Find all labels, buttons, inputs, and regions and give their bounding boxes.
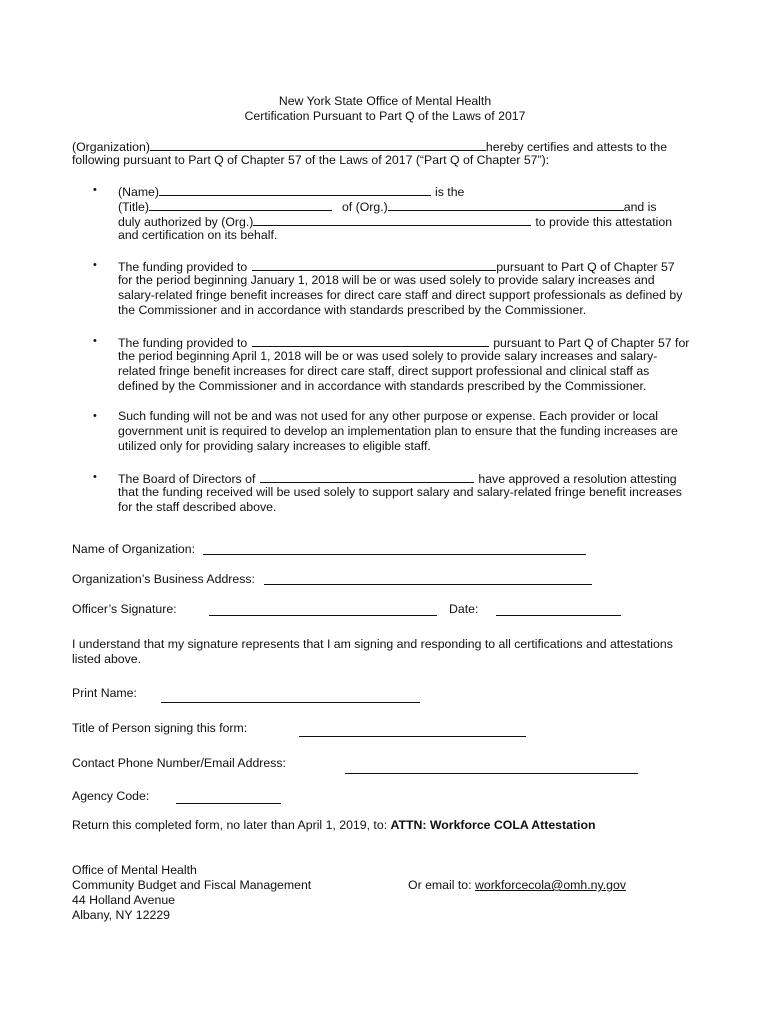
return-line [72,818,595,833]
b5-line3: for the staff described above. [118,500,277,514]
of-org-label: of (Org.) [341,200,388,214]
title-label: (Title) [118,200,149,214]
email-link[interactable]: workforcecola@omh.ny.gov [474,878,626,892]
bullet-4: • [93,410,97,422]
approved-text: have approved a resolution attesting [478,472,677,486]
intro-line2: following pursuant to Part Q of Chapter 57 of the Laws of 2017 (“Part Q of Chapter 57”): [72,153,550,167]
board-label: The Board of Directors of [118,472,256,486]
address-line1: Office of Mental Health [72,863,197,877]
org-name-field[interactable] [203,554,586,555]
understand-line1: I understand that my signature represents that I am signing and responding to all certifications and attestations [72,637,673,651]
date-field[interactable] [496,615,621,616]
name-label: (Name) [118,185,159,199]
b1-line4: and certification on its behalf. [118,228,278,242]
title-blank[interactable] [149,198,332,211]
return-text: Return this completed form, no later than April 1, 2019, to: [72,818,388,832]
return-attn: ATTN: Workforce COLA Attestation [390,818,596,832]
org-name-label: Name of Organization: [72,542,196,556]
b4-line3: utilized only for providing salary increases to eligible staff. [118,439,431,453]
agency-code-label: Agency Code: [72,789,150,803]
contact-label: Contact Phone Number/Email Address: [72,756,286,770]
name-blank[interactable] [159,183,431,196]
and-is-text: and is [623,200,657,214]
address-line3: 44 Holland Avenue [72,893,176,907]
funding-provided-label: The funding provided to [118,260,248,274]
organization-label: (Organization) [72,140,150,154]
agency-code-field[interactable] [176,803,281,804]
b3-line2: the period beginning April 1, 2018 will be or was used solely to provide salary increases and salary- [118,349,658,363]
form-title-line1: New York State Office of Mental Health [278,94,492,108]
bullet-2: • [93,259,97,271]
duly-authorized-label: duly authorized by (Org.) [118,215,254,229]
pursuant-text-2: pursuant to Part Q of Chapter 57 for [493,336,690,350]
b2-line3: salary-related fringe benefit increases for direct care staff and direct support professionals as defined by [118,288,683,302]
b3-line4: defined by the Commissioner and in accordance with standards prescribed by the Commissioner. [118,379,647,393]
bullet-1: • [93,184,97,196]
certifies-text: hereby certifies and attests to the [485,140,668,154]
b4-line1: Such funding will not be and was not used for any other purpose or expense. Each provider or local [118,409,659,423]
understand-line2: listed above. [72,652,142,666]
funding-jan-blank[interactable] [252,258,496,271]
is-the-text: is the [435,185,465,199]
funding-apr-blank[interactable] [252,334,489,347]
bullet-5: • [93,471,97,483]
org-blank[interactable] [388,198,624,211]
business-address-field[interactable] [264,584,592,585]
b2-line4: the Commissioner and in accordance with standards prescribed by the Commissioner. [118,303,587,317]
b5-line2: that the funding received will be used solely to support salary and salary-related fringe benefit increases [118,485,682,499]
form-title-line2: Certification Pursuant to Part Q of the Laws of 2017 [244,109,526,123]
print-name-field[interactable] [161,702,420,703]
officer-signature-label: Officer’s Signature: [72,602,177,616]
funding-provided-label-2: The funding provided to [118,336,248,350]
address-line4: Albany, NY 12229 [72,908,170,922]
to-provide-text: to provide this attestation [535,215,673,229]
email-line [408,878,626,893]
pursuant-text: pursuant to Part Q of Chapter 57 [496,260,675,274]
officer-signature-field[interactable] [209,615,437,616]
date-label: Date: [449,602,479,616]
print-name-label: Print Name: [72,686,137,700]
bullet-3: • [93,335,97,347]
organization-blank[interactable] [150,138,486,151]
title-person-label: Title of Person signing this form: [72,721,248,735]
board-blank[interactable] [260,470,474,483]
business-address-label: Organization’s Business Address: [72,572,255,586]
title-person-field[interactable] [299,736,526,737]
b3-line3: related fringe benefit increases for direct care staff, direct support professional and clinical staff as [118,364,650,378]
b4-line2: government unit is required to develop an implementation plan to ensure that the funding increases are [118,424,678,438]
duly-org-blank[interactable] [253,213,531,226]
email-label: Or email to: [408,878,472,892]
contact-field[interactable] [345,773,638,774]
b2-line2: for the period beginning January 1, 2018 will be or was used solely to provide salary increases and [118,273,655,287]
address-line2: Community Budget and Fiscal Management [72,878,312,892]
